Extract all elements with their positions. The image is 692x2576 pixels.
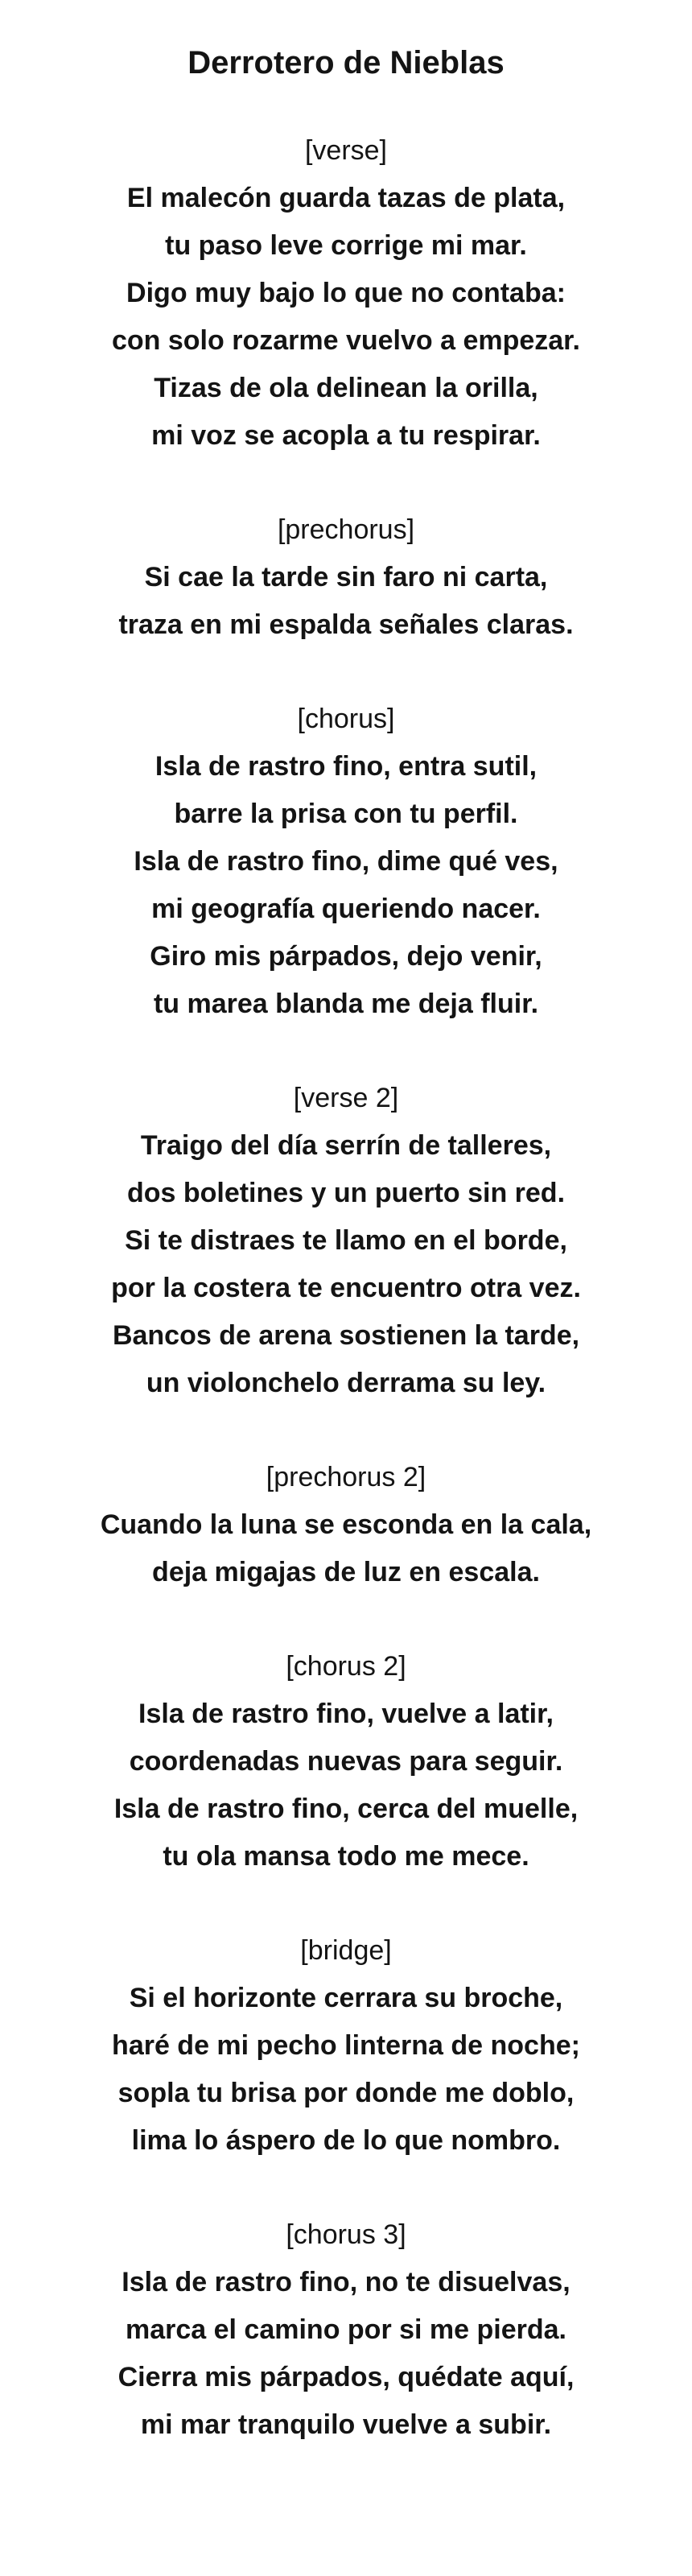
lyric-line: Isla de rastro fino, cerca del muelle, [113,1794,579,1824]
lyric-line: con solo rozarme vuelvo a empezar. [111,325,580,356]
lyric-line: tu paso leve corrige mi mar. [165,230,527,261]
lyric-line: Giro mis párpados, dejo venir, [150,941,542,972]
section-tag: [bridge] [300,1935,392,1966]
lyric-line: Isla de rastro fino, entra sutil, [154,751,538,782]
lyric-line: dos boletines y un puerto sin red. [126,1178,566,1208]
section-tag: [chorus 3] [286,2219,406,2250]
lyric-line: El malecón guarda tazas de plata, [126,183,566,213]
lyric-line: deja migajas de luz en escala. [152,1557,540,1587]
lyric-line: tu marea blanda me deja fluir. [153,989,539,1019]
section-tag: [chorus 2] [286,1651,406,1682]
lyric-line: Digo muy bajo lo que no contaba: [126,278,566,308]
section-tag: [prechorus 2] [266,1462,426,1492]
lyric-line: sopla tu brisa por donde me doblo, [117,2078,575,2108]
section-tag: [verse] [304,135,388,166]
lyric-line: Bancos de arena sostienen la tarde, [112,1320,580,1351]
section-tag: [chorus] [297,704,395,734]
section-tag: [verse 2] [293,1083,399,1113]
lyric-line: por la costera te encuentro otra vez. [111,1273,581,1303]
lyric-line: coordenadas nuevas para seguir. [129,1746,563,1777]
lyric-line: Isla de rastro fino, no te disuelvas, [122,2267,570,2297]
lyrics-section [0,506,692,649]
lyrics-body [0,127,692,2449]
lyrics-section [0,2211,692,2449]
lyrics-section [0,1075,692,1407]
lyric-line: barre la prisa con tu perfil. [174,799,518,829]
lyric-line: mi voz se acopla a tu respirar. [151,420,541,451]
lyric-line: tu ola mansa todo me mece. [163,1841,529,1872]
lyric-line: Cuando la luna se esconda en la cala, [100,1509,592,1540]
lyric-line: Si cae la tarde sin faro ni carta, [144,562,548,592]
lyric-line: Traigo del día serrín de talleres, [140,1130,552,1161]
lyrics-section [0,696,692,1028]
lyric-line: un violonchelo derrama su ley. [146,1368,546,1398]
lyrics-section [0,127,692,460]
lyric-line: Si te distraes te llamo en el borde, [125,1225,567,1256]
lyric-line: haré de mi pecho linterna de noche; [112,2030,580,2061]
lyrics-section [0,1927,692,2165]
lyric-line: Isla de rastro fino, dime qué ves, [134,846,558,877]
lyric-line: marca el camino por si me pierda. [125,2314,566,2345]
song-title: Derrotero de Nieblas [187,45,505,80]
section-tag: [prechorus] [277,514,415,545]
lyric-line: lima lo áspero de lo que nombro. [131,2125,561,2156]
lyric-line: Si el horizonte cerrara su broche, [129,1983,563,2013]
lyric-line: mi geografía queriendo nacer. [151,894,541,924]
lyric-line: Isla de rastro fino, vuelve a latir, [138,1699,554,1729]
lyric-line: Tizas de ola delinean la orilla, [154,373,538,403]
lyrics-section [0,1643,692,1880]
lyric-line: traza en mi espalda señales claras. [118,609,574,640]
lyrics-section [0,1454,692,1596]
lyric-line: Cierra mis párpados, quédate aquí, [117,2362,575,2392]
lyric-line: mi mar tranquilo vuelve a subir. [140,2409,552,2440]
